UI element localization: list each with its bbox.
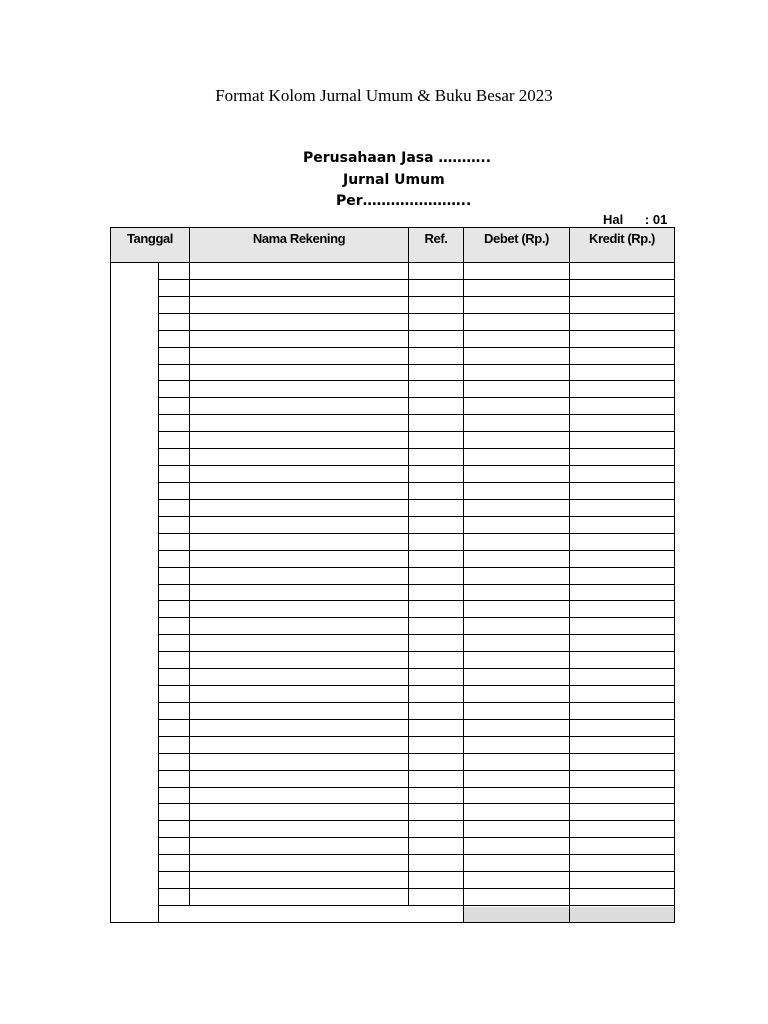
header-tanggal: Tanggal xyxy=(111,228,190,263)
header-kredit: Kredit (Rp.) xyxy=(570,228,674,263)
table-row-line xyxy=(158,414,674,415)
table-row-line xyxy=(158,550,674,551)
table-row-line xyxy=(158,279,674,280)
document-title: Format Kolom Jurnal Umum & Buku Besar 2023 xyxy=(215,86,553,105)
table-row-line xyxy=(158,380,674,381)
table-row-line xyxy=(158,499,674,500)
table-row-line xyxy=(158,397,674,398)
column-line xyxy=(463,263,464,922)
table-row-line xyxy=(158,871,674,872)
table-row-line xyxy=(158,753,674,754)
header-debet: Debet (Rp.) xyxy=(464,228,570,263)
table-row-line xyxy=(158,787,674,788)
table-row-line xyxy=(158,905,674,906)
table-row-line xyxy=(158,330,674,331)
total-kredit-cell xyxy=(570,907,674,922)
header-nama-rekening: Nama Rekening xyxy=(190,228,409,263)
header-ref: Ref. xyxy=(409,228,464,263)
table-row-line xyxy=(158,533,674,534)
table-row-line xyxy=(158,820,674,821)
table-row-line xyxy=(158,567,674,568)
table-row-line xyxy=(158,448,674,449)
table-row-line xyxy=(158,617,674,618)
table-row-line xyxy=(158,516,674,517)
table-row-line xyxy=(158,854,674,855)
table-row-line xyxy=(158,364,674,365)
table-row-line xyxy=(158,668,674,669)
table-row-line xyxy=(158,347,674,348)
table-row-line xyxy=(158,296,674,297)
table-row-line xyxy=(158,888,674,889)
table-row-line xyxy=(158,803,674,804)
table-row-line xyxy=(158,313,674,314)
table-row-line xyxy=(158,431,674,432)
table-row-line xyxy=(158,685,674,686)
table-row-line xyxy=(158,634,674,635)
journal-name: Jurnal Umum xyxy=(343,172,445,188)
journal-table xyxy=(110,227,675,923)
table-row-line xyxy=(158,584,674,585)
table-row-line xyxy=(158,837,674,838)
table-row-line xyxy=(158,736,674,737)
column-line xyxy=(569,263,570,922)
table-row-line xyxy=(158,482,674,483)
table-row-line xyxy=(158,702,674,703)
date-split-line xyxy=(158,263,159,922)
page-number: Hal : 01 xyxy=(603,212,668,227)
table-row-line xyxy=(158,465,674,466)
table-row-line xyxy=(158,719,674,720)
table-row-line xyxy=(158,600,674,601)
total-debet-cell xyxy=(464,907,569,922)
company-name-line: Perusahaan Jasa ……….. xyxy=(303,150,492,166)
period-line: Per………………….. xyxy=(336,193,472,209)
table-row-line xyxy=(158,770,674,771)
table-row-line xyxy=(158,651,674,652)
